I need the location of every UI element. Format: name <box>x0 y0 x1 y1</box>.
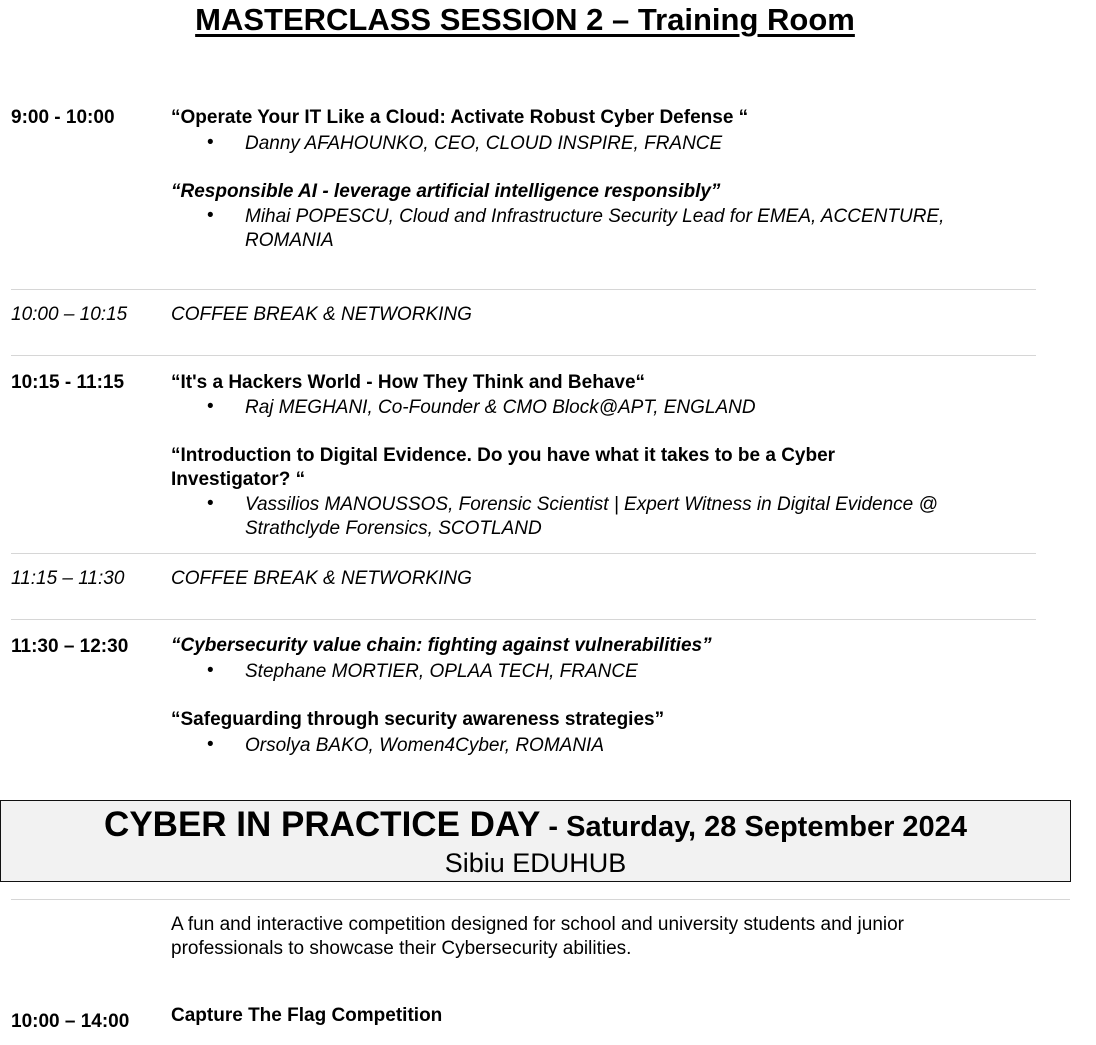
slot-time: 10:00 – 14:00 <box>11 1011 130 1032</box>
speaker: Raj MEGHANI, Co-Founder & CMO Block@APT, ENGLAND <box>245 397 756 418</box>
break-time: 10:00 – 10:15 <box>11 304 128 325</box>
speaker: Orsolya BAKO, Women4Cyber, ROMANIA <box>245 735 604 756</box>
event-title: Capture The Flag Competition <box>171 1005 443 1026</box>
bullet-icon: • <box>207 660 214 681</box>
slot-time: 10:15 - 11:15 <box>11 372 125 393</box>
divider <box>11 553 1036 554</box>
speaker: Danny AFAHOUNKO, CEO, CLOUD INSPIRE, FRANCE <box>245 133 723 154</box>
speaker: Mihai POPESCU, Cloud and Infrastructure Security Lead for EMEA, ACCENTURE, ROMANIA <box>245 206 945 251</box>
divider <box>11 355 1036 356</box>
speaker: Vassilios MANOUSSOS, Forensic Scientist | Expert Witness in Digital Evidence @ Strathclyde Forensics, SCOTLAND <box>245 494 938 539</box>
banner-separator: - <box>540 811 567 843</box>
bullet-icon: • <box>207 205 214 226</box>
talk-title: “Operate Your IT Like a Cloud: Activate Robust Cyber Defense “ <box>171 107 749 128</box>
banner-heading <box>1 805 1070 845</box>
bullet-icon: • <box>207 396 214 417</box>
divider <box>11 619 1036 620</box>
divider <box>11 289 1036 290</box>
talk-title: “Introduction to Digital Evidence. Do you have what it takes to be a Cyber Investigator? “ <box>171 445 836 490</box>
slot-time: 9:00 - 10:00 <box>11 107 115 128</box>
banner-date: Saturday, 28 September 2024 <box>566 811 967 843</box>
slot-time: 11:30 – 12:30 <box>11 636 129 657</box>
talk-title: “Cybersecurity value chain: fighting against vulnerabilities” <box>171 635 712 656</box>
divider <box>11 899 1070 900</box>
break-label: COFFEE BREAK & NETWORKING <box>171 304 472 325</box>
bullet-icon: • <box>207 734 214 755</box>
bullet-icon: • <box>207 132 214 153</box>
day-banner <box>0 800 1071 882</box>
session-title: MASTERCLASS SESSION 2 – Training Room <box>195 2 855 37</box>
speaker: Stephane MORTIER, OPLAA TECH, FRANCE <box>245 661 638 682</box>
break-label: COFFEE BREAK & NETWORKING <box>171 568 472 589</box>
talk-title: “Responsible AI - leverage artificial intelligence responsibly” <box>171 181 721 202</box>
event-description: A fun and interactive competition designed for school and university students and junior professionals to showcase their Cybersecurity abilities. <box>171 914 905 959</box>
banner-venue: Sibiu EDUHUB <box>444 848 627 878</box>
talk-title: “Safeguarding through security awareness strategies” <box>171 709 665 730</box>
banner-name: CYBER IN PRACTICE DAY <box>104 805 541 844</box>
bullet-icon: • <box>207 493 214 514</box>
talk-title: “It's a Hackers World - How They Think and Behave“ <box>171 372 646 393</box>
break-time: 11:15 – 11:30 <box>11 568 125 589</box>
